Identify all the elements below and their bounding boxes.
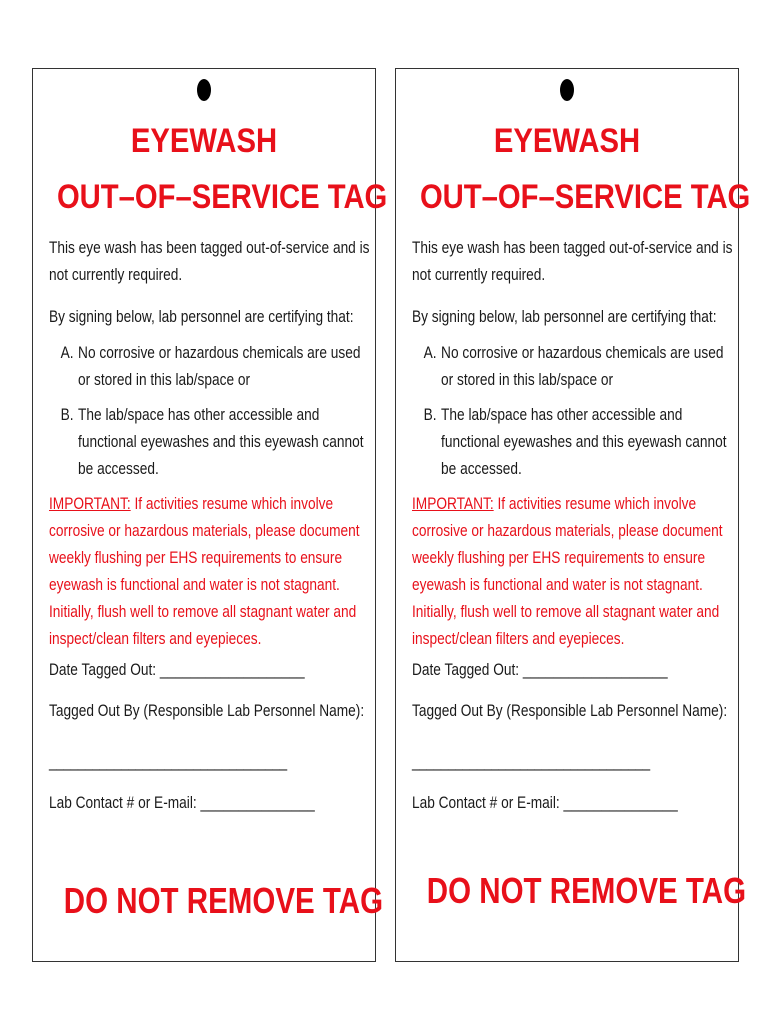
list-item <box>49 402 373 483</box>
important-notice <box>49 491 373 653</box>
tag-title-line1: EYEWASH <box>493 122 641 160</box>
date-tagged-out-field[interactable]: Date Tagged Out: ___________________ <box>49 661 305 679</box>
tag-hole-icon <box>560 79 574 101</box>
list-item-letter: A. <box>60 344 74 362</box>
list-item-text: No corrosive or hazardous chemicals are used or stored in this lab/space or <box>78 344 361 389</box>
list-item-letter: B. <box>423 406 437 424</box>
tagged-out-by-label: Tagged Out By (Responsible Lab Personnel Name): <box>49 702 365 720</box>
tag-signing-text: By signing below, lab personnel are certifying that: <box>412 308 717 326</box>
personnel-name-field[interactable]: _________________________________ <box>49 753 287 771</box>
do-not-remove-warning: DO NOT REMOVE TAG <box>426 870 747 911</box>
list-item <box>49 340 373 394</box>
list-item-letter: B. <box>60 406 74 424</box>
tag-signing-text: By signing below, lab personnel are certifying that: <box>49 308 354 326</box>
tag-intro-text: This eye wash has been tagged out-of-service and is not currently required. <box>412 239 733 284</box>
tag-body <box>412 235 736 817</box>
tag-intro-text: This eye wash has been tagged out-of-service and is not currently required. <box>49 239 370 284</box>
list-item <box>412 340 736 394</box>
lab-contact-field[interactable]: Lab Contact # or E-mail: _______________ <box>412 794 678 812</box>
tag-title <box>56 113 388 225</box>
tag-title-line2: OUT–OF–SERVICE TAG <box>56 178 388 216</box>
do-not-remove-warning: DO NOT REMOVE TAG <box>63 880 384 921</box>
important-label: IMPORTANT: <box>49 495 131 513</box>
list-item-text: The lab/space has other accessible and functional eyewashes and this eyewash cannot be accessed. <box>78 406 364 478</box>
tag-title-line2: OUT–OF–SERVICE TAG <box>419 178 751 216</box>
tagged-out-by-label: Tagged Out By (Responsible Lab Personnel Name): <box>412 702 728 720</box>
list-item-text: No corrosive or hazardous chemicals are used or stored in this lab/space or <box>441 344 724 389</box>
important-label: IMPORTANT: <box>412 495 494 513</box>
eyewash-tag-right <box>395 68 751 962</box>
important-text: If activities resume which involve corrosive or hazardous materials, please document weekly flushing per EHS requirements to ensure eyewash is functional and water is not stagnant. Initially, flush well to remove all stagnant water and inspect/clean filters and eyepieces. <box>49 495 360 648</box>
important-notice <box>412 491 736 653</box>
tag-title-line1: EYEWASH <box>130 122 278 160</box>
date-tagged-out-field[interactable]: Date Tagged Out: ___________________ <box>412 661 668 679</box>
certification-list <box>412 340 736 483</box>
list-item-text: The lab/space has other accessible and functional eyewashes and this eyewash cannot be accessed. <box>441 406 727 478</box>
tag-body <box>49 235 373 817</box>
tag-hole-icon <box>197 79 211 101</box>
important-text: If activities resume which involve corrosive or hazardous materials, please document weekly flushing per EHS requirements to ensure eyewash is functional and water is not stagnant. Initially, flush well to remove all stagnant water and inspect/clean filters and eyepieces. <box>412 495 723 648</box>
personnel-name-field[interactable]: _________________________________ <box>412 753 650 771</box>
tag-title <box>419 113 751 225</box>
lab-contact-field[interactable]: Lab Contact # or E-mail: _______________ <box>49 794 315 812</box>
certification-list <box>49 340 373 483</box>
eyewash-tag-left <box>32 68 388 962</box>
list-item <box>412 402 736 483</box>
list-item-letter: A. <box>423 344 437 362</box>
